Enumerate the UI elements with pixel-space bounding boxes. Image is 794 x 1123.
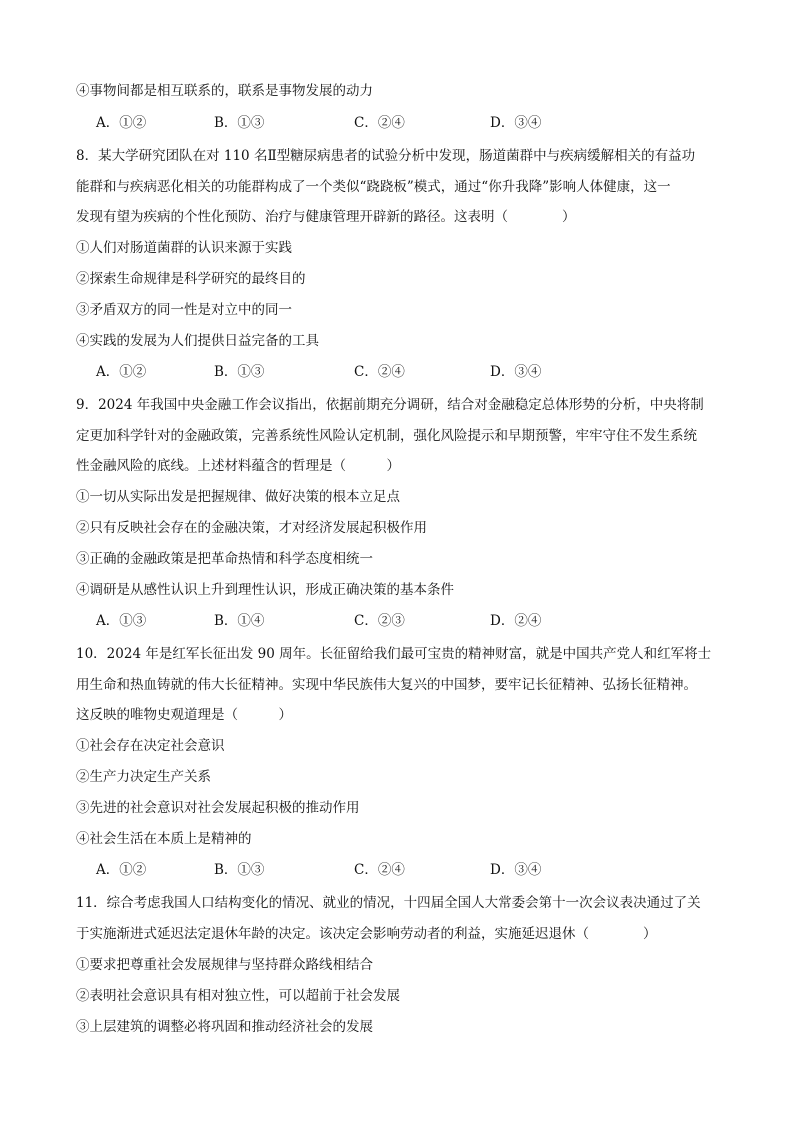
q7-option-a: A．①② [96, 115, 147, 131]
q8-item-2: ②探索生命规律是科学研究的最终目的 [76, 271, 306, 287]
q8-option-d: D．③④ [490, 364, 542, 380]
q11-item-3: ③上层建筑的调整必将巩固和推动经济社会的发展 [76, 1019, 373, 1035]
q7-option-b: B．①③ [214, 115, 265, 131]
q10-option-d: D．③④ [490, 862, 542, 878]
q8-option-a: A．①② [96, 364, 147, 380]
q10-stem-line-1: 10．2024 年是红军长征出发 90 周年。长征留给我们最可宝贵的精神财富，就是中国共产党人和红军将士 [76, 646, 712, 662]
q8-item-3: ③矛盾双方的同一性是对立中的同一 [76, 302, 292, 318]
q10-stem-line-3: 这反映的唯物史观道理是（ ） [76, 707, 292, 723]
q8-option-c: C．②④ [354, 364, 405, 380]
q9-stem-line-3: 性金融风险的底线。上述材料蕴含的哲理是（ ） [76, 458, 400, 474]
q8-stem-line-1: 8．某大学研究团队在对 110 名Ⅱ型糖尿病患者的试验分析中发现，肠道菌群中与疾病缓解相关的有益功 [76, 148, 696, 164]
q9-item-2: ②只有反映社会存在的金融决策，才对经济发展起积极作用 [76, 520, 427, 536]
q9-options [96, 612, 696, 630]
q10-stem-line-2: 用生命和热血铸就的伟大长征精神。实现中华民族伟大复兴的中国梦，要牢记长征精神、弘扬长征精神。 [76, 677, 697, 693]
q9-option-a: A．①③ [96, 613, 147, 629]
q9-item-3: ③正确的金融政策是把革命热情和科学态度相统一 [76, 551, 373, 567]
q9-item-1: ①一切从实际出发是把握规律、做好决策的根本立足点 [76, 489, 400, 505]
q8-option-b: B．①③ [214, 364, 265, 380]
q10-options [96, 861, 696, 879]
q11-stem-line-2: 于实施渐进式延迟法定退休年龄的决定。该决定会影响劳动者的利益，实施延迟退休（ ） [76, 926, 657, 942]
q8-stem-line-2: 能群和与疾病恶化相关的功能群构成了一个类似“跷跷板”模式，通过“你升我降”影响人体健康，这一 [76, 179, 671, 195]
q7-option-d: D．③④ [490, 115, 542, 131]
q8-stem-line-3: 发现有望为疾病的个性化预防、治疗与健康管理开辟新的路径。这表明（ ） [76, 209, 576, 225]
q10-item-1: ①社会存在决定社会意识 [76, 738, 225, 754]
q10-item-2: ②生产力决定生产关系 [76, 769, 211, 785]
q9-stem-line-1: 9．2024 年我国中央金融工作会议指出，依据前期充分调研，结合对金融稳定总体形势的分析，中央将制 [76, 397, 704, 413]
q8-options [96, 363, 696, 381]
q9-option-c: C．②③ [354, 613, 405, 629]
q10-item-4: ④社会生活在本质上是精神的 [76, 831, 252, 847]
q10-option-a: A．①② [96, 862, 147, 878]
q9-item-4: ④调研是从感性认识上升到理性认识，形成正确决策的基本条件 [76, 582, 454, 598]
q11-item-2: ②表明社会意识具有相对独立性，可以超前于社会发展 [76, 988, 400, 1004]
q8-item-4: ④实践的发展为人们提供日益完备的工具 [76, 333, 319, 349]
q11-stem-line-1: 11．综合考虑我国人口结构变化的情况、就业的情况，十四届全国人大常委会第十一次会议表决通过了关 [76, 895, 701, 911]
q9-option-b: B．①④ [214, 613, 265, 629]
q7-item-4: ④事物间都是相互联系的，联系是事物发展的动力 [76, 83, 373, 99]
q7-options [96, 114, 696, 132]
q9-stem-line-2: 定更加科学针对的金融政策，完善系统性风险认定机制，强化风险提示和早期预警，牢牢守住不发生系统 [76, 428, 697, 444]
q11-item-1: ①要求把尊重社会发展规律与坚持群众路线相结合 [76, 957, 373, 973]
q10-option-c: C．②④ [354, 862, 405, 878]
q10-item-3: ③先进的社会意识对社会发展起积极的推动作用 [76, 800, 360, 816]
q9-option-d: D．②④ [490, 613, 542, 629]
q10-option-b: B．①③ [214, 862, 265, 878]
q7-option-c: C．②④ [354, 115, 405, 131]
q8-item-1: ①人们对肠道菌群的认识来源于实践 [76, 240, 292, 256]
